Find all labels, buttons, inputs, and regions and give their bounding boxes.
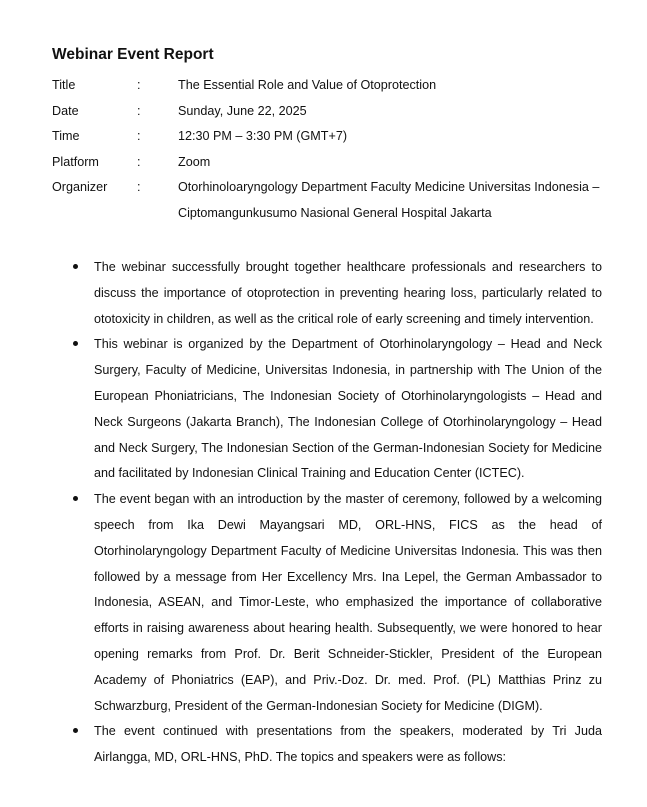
meta-value: Otorhinoloaryngology Department Faculty Medicine Universitas Indonesia – Ciptomangunkusumo Nasional General Hospital Jakarta xyxy=(178,180,600,221)
bullet-dot-icon xyxy=(73,728,78,733)
meta-value: Sunday, June 22, 2025 xyxy=(178,103,307,118)
meta-key: Organizer xyxy=(52,180,108,195)
meta-colon: : xyxy=(137,78,141,92)
bullet-dot-icon xyxy=(73,341,78,346)
bullet-item xyxy=(52,332,602,487)
meta-key: Title xyxy=(52,78,76,92)
bullet-dot-icon xyxy=(73,264,78,269)
meta-key: Time xyxy=(52,129,80,144)
meta-value: The Essential Role and Value of Otoprotection xyxy=(178,78,437,92)
bullet-item xyxy=(52,255,602,332)
meta-value: 12:30 PM – 3:30 PM (GMT+7) xyxy=(178,129,348,144)
bullet-text: The webinar successfully brought together healthcare professionals and researchers to discuss the importance of otoprotection in preventing hearing loss, particularly related to ototoxicity in children, as well as the critical role of early screening and timely intervention. xyxy=(94,260,602,326)
event-details xyxy=(52,75,612,229)
meta-value: Zoom xyxy=(178,154,211,169)
meta-colon: : xyxy=(137,180,141,195)
summary-bullet-list xyxy=(52,255,602,771)
bullet-item xyxy=(52,719,602,771)
meta-key: Date xyxy=(52,103,79,118)
meta-colon: : xyxy=(137,103,141,118)
bullet-text: The event began with an introduction by the master of ceremony, followed by a welcoming speech from Ika Dewi Mayangsari MD, ORL-HNS, FICS as the head of Otorhinolaryngology Department Faculty of Medicine Universitas Indonesia. This was then followed by a message from Her Excellency Mrs. Ina Lepel, the German Ambassador to Indonesia, ASEAN, and Timor-Leste, who emphasized the importance of collaborative efforts in raising awareness about hearing health. Subsequently, we were honored to hear opening remarks from Prof. Dr. Berit Schneider-Stickler, President of the European Academy of Phoniatrics (EAP), and Priv.-Doz. Dr. med. Prof. (PL) Matthias Prinz zu Schwarzburg, President of the German-Indonesian Society for Medicine (DIGM). xyxy=(94,492,602,713)
bullet-item xyxy=(52,487,602,719)
bullet-text: This webinar is organized by the Department of Otorhinolaryngology – Head and Neck Surgery, Faculty of Medicine, Universitas Indonesia, in partnership with The Union of the European Phoniatricians, The Indonesian Society of Otorhinolaryngologists – Head and Neck Surgeons (Jakarta Branch), The Indonesian College of Otorhinolaryngology – Head and Neck Surgery, The Indonesian Section of the German-Indonesian Society for Medicine and facilitated by Indonesian Clinical Training and Education Center (ICTEC). xyxy=(94,337,602,481)
meta-row-organizer xyxy=(52,177,612,229)
meta-colon: : xyxy=(137,129,141,144)
report-title: Webinar Event Report xyxy=(52,46,214,63)
bullet-text: The event continued with presentations from the speakers, moderated by Tri Juda Airlangga, MD, ORL-HNS, PhD. The topics and speakers were as follows: xyxy=(94,724,602,765)
meta-colon: : xyxy=(137,154,141,169)
bullet-dot-icon xyxy=(73,496,78,501)
meta-key: Platform xyxy=(52,154,99,169)
